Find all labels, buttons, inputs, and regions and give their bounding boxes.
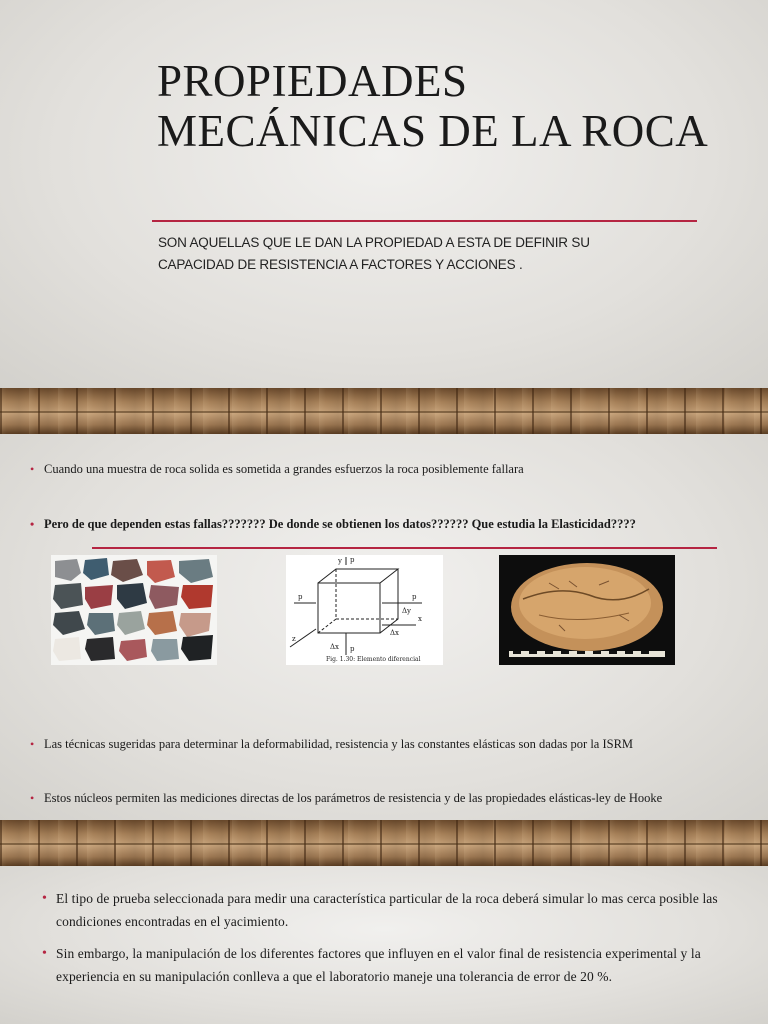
rock-samples-icon [51, 555, 217, 665]
cube-stress-diagram-icon [286, 555, 443, 665]
axis-label-x: x [418, 615, 422, 623]
clay-tablet-image [499, 555, 675, 665]
bullet-text: • Sin embargo, la manipulación de los diferentes factores que influyen en el valor final de resistencia experimental y la experiencia en su manipulación conlleva a que el laboratorio maneje una tolerancia de error de 20 %. [42, 942, 746, 988]
delta-x-label-left: Δx [330, 643, 340, 651]
force-label-p-top: p [350, 556, 355, 564]
delta-y-label: Δy [402, 607, 412, 615]
differential-element-diagram [286, 555, 443, 665]
bullet-question: • Pero de que dependen estas fallas??????? De donde se obtienen los datos?????? Que estudia la Elasticidad???? [30, 515, 744, 533]
bullet-text: • Cuando una muestra de roca solida es sometida a grandes esfuerzos la roca posiblemente fallara [30, 460, 744, 478]
wood-floor-band [0, 820, 768, 866]
rock-samples-image [51, 555, 217, 665]
axis-label-z: z [292, 635, 296, 643]
bullet-text: • Estos núcleos permiten las mediciones directas de los parámetros de resistencia y de las propiedades elásticas-ley de Hooke [30, 789, 744, 807]
wood-floor-band [0, 388, 768, 434]
slide-subtitle: SON AQUELLAS QUE LE DAN LA PROPIEDAD A ESTA DE DEFINIR SU CAPACIDAD DE RESISTENCIA A FACTORES Y ACCIONES . [158, 235, 590, 272]
axis-label-y: y [338, 557, 342, 565]
force-label-p-right: p [412, 593, 417, 601]
slide-content [0, 434, 768, 820]
content-divider [92, 547, 717, 549]
slide-content-2 [0, 866, 768, 1024]
delta-x-label-right: Δx [390, 629, 400, 637]
bullet-text: • Las técnicas sugeridas para determinar la deformabilidad, resistencia y las constantes elásticas son dadas por la ISRM [30, 735, 744, 753]
force-label-p-left: p [298, 593, 303, 601]
force-label-p-bottom: p [350, 645, 355, 653]
clay-tablet-icon [499, 555, 675, 665]
title-divider [152, 220, 697, 222]
slide-title [0, 0, 768, 388]
slide-title-heading: PROPIEDADES MECÁNICAS DE LA ROCA [157, 56, 709, 156]
bullet-text: • El tipo de prueba seleccionada para medir una característica particular de la roca deberá simular lo mas cerca posible las condiciones encontradas en el yacimiento. [42, 887, 746, 933]
diagram-caption: Fig. 1.30: Elemento diferencial [326, 656, 421, 663]
